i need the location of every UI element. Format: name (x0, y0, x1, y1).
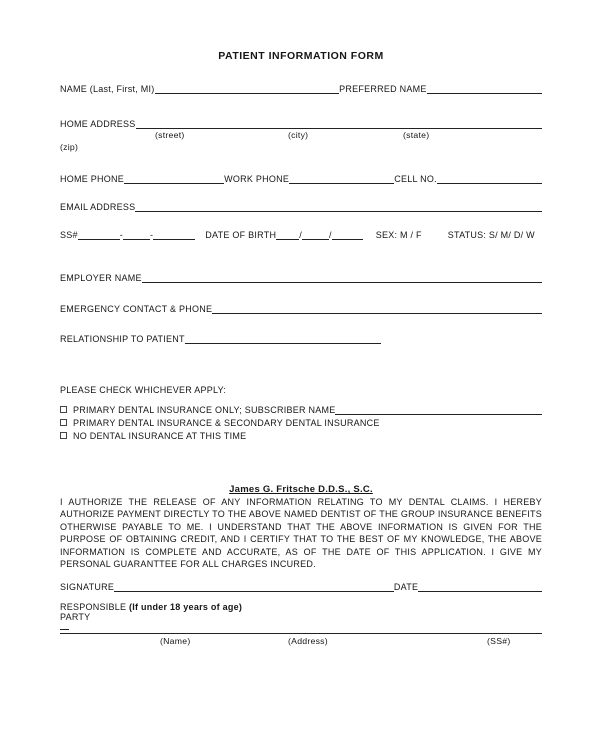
emergency-contact-row (60, 303, 542, 314)
cell-no-input-line[interactable] (437, 173, 542, 184)
ssn-part2-line[interactable] (123, 229, 150, 240)
home-phone-label: HOME PHONE (60, 174, 125, 184)
email-row (60, 201, 542, 212)
signature-label: SIGNATURE (60, 582, 115, 593)
ssn-part3-line[interactable] (153, 229, 195, 240)
preferred-name-input-line[interactable] (427, 83, 542, 94)
dob-slash-1: / (299, 230, 302, 240)
checkbox-icon[interactable] (60, 406, 67, 413)
date-input-line[interactable] (418, 581, 542, 592)
state-hint: (state) (403, 130, 430, 140)
responsible-party-line-stub[interactable] (60, 622, 69, 630)
employer-row (60, 272, 542, 283)
insurance-option-primary-secondary[interactable] (60, 416, 542, 428)
signature-row (60, 581, 542, 592)
preferred-name-label: PREFERRED NAME (339, 84, 427, 94)
zip-hint: (zip) (60, 142, 79, 152)
signature-input-line[interactable] (114, 581, 394, 592)
emergency-contact-label: EMERGENCY CONTACT & PHONE (60, 304, 213, 314)
checkbox-icon[interactable] (60, 432, 67, 439)
zip-hint-row (60, 141, 542, 153)
address-hints-row (60, 129, 542, 141)
ssn-dash-2: - (150, 230, 154, 240)
insurance-option-label: PRIMARY DENTAL INSURANCE ONLY; SUBSCRIBER NAME (73, 405, 336, 415)
responsible-label: RESPONSIBLE (60, 602, 127, 613)
responsible-party-input-line[interactable] (60, 633, 542, 634)
ssn-hint: (SS#) (487, 636, 511, 647)
dob-label: DATE OF BIRTH (205, 230, 277, 240)
insurance-option-label: NO DENTAL INSURANCE AT THIS TIME (73, 431, 247, 441)
dob-slash-2: / (328, 230, 332, 240)
ssn-part1-line[interactable] (78, 229, 120, 240)
home-address-row (60, 118, 542, 129)
relationship-label: RELATIONSHIP TO PATIENT (60, 334, 185, 344)
insurance-option-label: PRIMARY DENTAL INSURANCE & SECONDARY DENTAL INSURANCE (73, 418, 380, 428)
checkbox-icon[interactable] (60, 419, 67, 426)
ssn-label: SS# (60, 230, 78, 240)
name-row (60, 83, 542, 94)
responsible-note: (If under 18 years of age) (129, 602, 243, 613)
insurance-option-primary-only[interactable] (60, 403, 542, 415)
responsible-party-hints-row (60, 635, 542, 647)
date-label: DATE (393, 582, 419, 593)
email-label: EMAIL ADDRESS (60, 202, 136, 212)
responsible-row (60, 602, 542, 612)
email-input-line[interactable] (135, 201, 542, 212)
ssn-dob-row (60, 229, 542, 240)
dentist-name: James G. Fritsche D.D.S., S.C. (229, 484, 373, 495)
sex-label: SEX: M / F (375, 230, 422, 240)
relationship-row (60, 333, 542, 344)
city-hint: (city) (288, 130, 309, 140)
form-title: PATIENT INFORMATION FORM (218, 50, 384, 62)
dob-year-line[interactable] (332, 229, 363, 240)
name-label: NAME (Last, First, MI) (60, 84, 155, 94)
party-label: PARTY (60, 612, 91, 623)
name-hint: (Name) (160, 636, 191, 647)
name-input-line[interactable] (155, 83, 340, 94)
dob-month-line[interactable] (276, 229, 299, 240)
ssn-dash-1: - (119, 230, 124, 240)
home-address-label: HOME ADDRESS (60, 119, 136, 129)
home-phone-input-line[interactable] (124, 173, 224, 184)
cell-no-label: CELL NO. (394, 174, 437, 184)
work-phone-label: WORK PHONE (224, 174, 290, 184)
address-hint: (Address) (288, 636, 328, 647)
street-hint: (street) (155, 130, 185, 140)
employer-label: EMPLOYER NAME (60, 273, 142, 283)
employer-input-line[interactable] (142, 272, 542, 283)
insurance-prompt: PLEASE CHECK WHICHEVER APPLY: (60, 385, 227, 395)
phone-row (60, 173, 542, 184)
insurance-option-none[interactable] (60, 429, 542, 441)
authorization-text: I AUTHORIZE THE RELEASE OF ANY INFORMATION RELATING TO MY DENTAL CLAIMS. I HEREBY AUTHORIZE PAYMENT DIRECTLY TO THE ABOVE NAMED DENTIST OF THE GROUP INSURANCE BENEFITS OTHERWISE PAYABLE TO ME. I UNDERSTAND THAT THE ABOVE INFORMATION IS GIVEN FOR THE PURPOSE OF OBTAINING CREDIT, AND I CERTIFY THAT TO THE BEST OF MY KNOWLEDGE, THE ABOVE INFORMATION IS COMPLETE AND ACCURATE, AS OF THE DATE OF THIS APPLICATION. I GIVE MY PERSONAL GUARANTTEE FOR ALL CHARGES INCURED. (60, 497, 542, 570)
subscriber-name-input-line[interactable] (335, 404, 542, 415)
emergency-contact-input-line[interactable] (212, 303, 542, 314)
dob-day-line[interactable] (302, 229, 329, 240)
relationship-input-line[interactable] (185, 333, 381, 344)
home-address-input-line[interactable] (136, 118, 542, 129)
work-phone-input-line[interactable] (289, 173, 394, 184)
status-label: STATUS: S/ M/ D/ W (447, 230, 535, 240)
